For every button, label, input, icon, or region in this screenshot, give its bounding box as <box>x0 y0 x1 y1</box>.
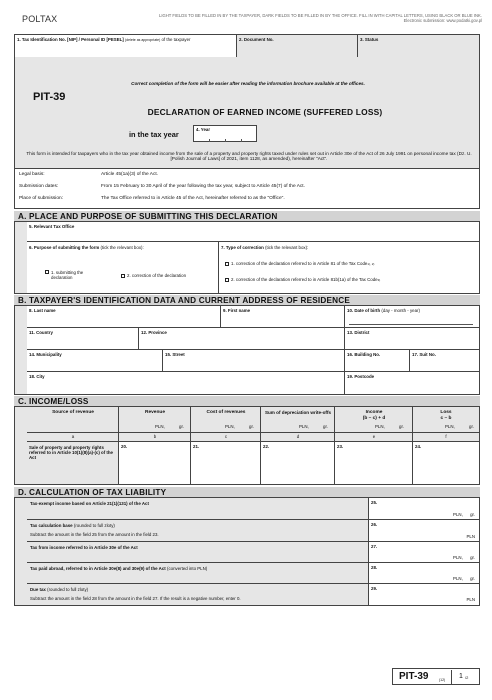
letter-c <box>191 433 261 442</box>
col-income-gr: gr. <box>399 424 404 429</box>
field-1-note: (delete as appropriate) <box>125 38 161 42</box>
field-17-label: 17. Suit No. <box>412 352 436 357</box>
field-25-no: 25. <box>371 500 378 505</box>
field-26-no: 26. <box>371 522 378 527</box>
dob-segments <box>349 321 473 325</box>
field-29-no: 29. <box>371 586 378 591</box>
field-26-tax-base[interactable] <box>369 520 479 542</box>
letter-b <box>119 433 191 442</box>
field-26-unit: PLN <box>466 534 475 539</box>
purpose-1-label: 1. submitting the declaration <box>51 270 84 280</box>
letter-b-text: b <box>153 434 157 439</box>
field-24-label: 24. <box>415 444 422 449</box>
field-11-label: 11. Country <box>29 330 53 335</box>
correction-2-sup: 3) <box>377 277 381 282</box>
field-14-label: 14. Municipality <box>29 352 62 357</box>
field-17-suit-no[interactable] <box>410 350 479 372</box>
field-3-status <box>358 35 479 57</box>
correction-option-2[interactable] <box>225 277 380 282</box>
header-instructions <box>80 13 482 23</box>
purpose-option-1[interactable] <box>45 270 105 280</box>
year-tick <box>225 139 226 142</box>
field-1-label: 1. Tax Identification No. [NIP] / Personal ID [PESEL] <box>17 37 124 42</box>
correction-2-checkbox[interactable] <box>225 278 229 282</box>
row-29-sub: Subtract the amount in the field 28 from the amount in the field 27. If the result is a negative number, enter 0. <box>30 596 241 601</box>
title-block <box>14 57 480 169</box>
field-14-municipality[interactable] <box>27 350 163 372</box>
col-depreciation-gr: gr. <box>323 424 328 429</box>
section-a-body <box>14 222 480 294</box>
field-15-label: 15. Street <box>165 352 185 357</box>
col-income-header <box>335 407 413 433</box>
row-25-label-cell <box>27 498 369 520</box>
row-26-note: (rounded to full zloty) <box>73 523 115 528</box>
field-21-label: 21. <box>193 444 200 449</box>
field-12-province[interactable] <box>139 328 345 350</box>
place-submission-label: Place of submission: <box>19 196 63 201</box>
field-6-note: (tick the relevant box): <box>100 245 144 250</box>
row-28-label: Tax paid abroad, referred to in Article 30e(8) and 30e(9) of the Act <box>30 566 166 571</box>
letter-e <box>335 433 413 442</box>
field-23-income[interactable] <box>335 442 413 484</box>
field-15-street[interactable] <box>163 350 345 372</box>
field-28-no: 28. <box>371 565 378 570</box>
footer-form-code: PIT-39 <box>399 671 429 682</box>
field-8-label: 8. Last name <box>29 308 56 313</box>
section-c-title: C. INCOME/LOSS <box>14 396 480 407</box>
letter-a <box>27 433 119 442</box>
footer-page: 1 <box>459 673 463 680</box>
row-27-label: Tax from income referred to in Article 30e of the Act <box>30 545 138 550</box>
row-28-note: (converted into PLN) <box>166 566 208 571</box>
submission-dates-value: From 15 February to 30 April of the year following the tax year, subject to Article 45(7) of the Act. <box>101 184 305 189</box>
row-29-note: (rounded to full zloty) <box>47 587 89 592</box>
row-29-label-cell <box>27 584 369 605</box>
field-13-district[interactable] <box>345 328 479 350</box>
letter-d <box>261 433 335 442</box>
legal-block <box>14 169 480 209</box>
field-10-label: 10. Date of birth <box>347 308 381 313</box>
col-costs-header <box>191 407 261 433</box>
purpose-2-label: 2. correction of the declaration <box>127 273 187 278</box>
field-24-loss[interactable] <box>413 442 479 484</box>
col-costs-gr: gr. <box>249 424 254 429</box>
field-12-label: 12. Province <box>141 330 167 335</box>
col-revenue-header <box>119 407 191 433</box>
intro-text: This form is intended for taxpayers who in the tax year obtained income from the sale of a property and property rights taxed under rules set out in Article 30e of the Act of 26 July 1991 on personal income tax (Dz. U. [Polish Journal of Laws] of 2021, item 1128, as amended), hereinafter "Act". <box>26 151 472 162</box>
completion-notice: Correct completion of the form will be easier after reading the information brochure available at the offices. <box>131 81 365 86</box>
letter-a-text: a <box>71 434 75 439</box>
field-20-label: 20. <box>121 444 128 449</box>
section-a-title: A. PLACE AND PURPOSE OF SUBMITTING THIS DECLARATION <box>14 211 480 222</box>
col-loss-header <box>413 407 479 433</box>
form-title: DECLARATION OF EARNED INCOME (SUFFERED LOSS) <box>147 107 383 117</box>
field-9-label: 9. First name <box>223 308 251 313</box>
correction-1-checkbox[interactable] <box>225 262 229 266</box>
field-3-label: 3. Status <box>360 37 379 42</box>
field-19-postcode[interactable] <box>345 372 479 394</box>
field-20-revenue[interactable] <box>119 442 191 484</box>
field-2-label: 2. Document No. <box>239 37 274 42</box>
section-d-body <box>14 498 480 606</box>
field-27-unit: PLN, gr. <box>453 555 475 560</box>
purpose-option-2[interactable] <box>121 273 186 278</box>
field-1-taxpayer-id[interactable] <box>15 35 237 57</box>
letter-d-text: d <box>296 434 300 439</box>
letter-f-text: f <box>445 434 447 439</box>
field-16-label: 16. Building No. <box>347 352 381 357</box>
col-depreciation-pln: PLN, <box>299 424 309 429</box>
place-submission-value: The Tax Office referred to in Article 45 of the Act, hereinafter referred to as the "Office". <box>101 196 285 201</box>
field-23-label: 23. <box>337 444 344 449</box>
field-7-label: 7. Type of correction <box>221 245 264 250</box>
col-depreciation-header <box>261 407 335 433</box>
field-8-last-name[interactable] <box>27 306 221 328</box>
letter-f <box>413 433 479 442</box>
field-22-label: 22. <box>263 444 270 449</box>
fill-instructions: LIGHT FIELDS TO BE FILLED IN BY THE TAXPAYER, DARK FIELDS TO BE FILLED IN BY THE OFFICE. FILL IN WITH CAPITAL LETTERS, USING BLACK OR BLUE INK. <box>159 13 482 18</box>
section-c-body <box>14 407 480 485</box>
col-depreciation-label: Sum of depreciation write-offs <box>264 410 332 415</box>
col-loss-gr: gr. <box>469 424 474 429</box>
field-6-label: 6. Purpose of submitting the form <box>29 245 100 250</box>
row-29-label: Due tax <box>30 587 46 592</box>
col-income-formula: (b – c) + d <box>362 416 386 421</box>
field-16-building-no[interactable] <box>345 350 410 372</box>
year-tick <box>209 139 210 142</box>
col-loss-label: Loss <box>440 410 452 415</box>
field-27-no: 27. <box>371 544 378 549</box>
field-25-unit: PLN, gr. <box>453 512 475 517</box>
field-29-unit: PLN <box>466 597 475 602</box>
field-28-unit: PLN, gr. <box>453 576 475 581</box>
field-9-first-name[interactable] <box>221 306 345 328</box>
col-source-header <box>27 407 119 433</box>
footer-divider <box>451 670 452 684</box>
electronic-submission: Electronic submission: www.podatki.gov.pl <box>403 18 482 24</box>
letter-c-text: c <box>224 434 228 439</box>
col-revenue-pln: PLN, <box>155 424 165 429</box>
col-loss-pln: PLN, <box>445 424 455 429</box>
row-source-text: Sale of property and property rights referred to in Article 10(1)(8)(a)-(c) of the Act <box>29 445 114 461</box>
submission-dates-label: Submission dates: <box>19 184 59 189</box>
field-29-due-tax[interactable] <box>369 584 479 605</box>
col-loss-formula: c – b <box>440 416 452 421</box>
form-code: PIT-39 <box>33 91 66 103</box>
field-18-label: 18. City <box>29 374 45 379</box>
field-4-label: 4. Year <box>196 127 211 132</box>
correction-1-label: 1. correction of the declaration referred to in Article 81 of the Tax Code <box>231 261 368 266</box>
field-19-label: 19. Postcode <box>347 374 375 379</box>
field-22-depreciation[interactable] <box>261 442 335 484</box>
row-source-label <box>27 442 119 484</box>
field-1-suffix: of the taxpayer <box>161 37 191 42</box>
field-7-note: (tick the relevant box): <box>265 245 309 250</box>
field-25-exempt-income[interactable] <box>369 498 479 520</box>
field-7-correction-type <box>219 242 479 293</box>
col-costs-label: Cost of revenues <box>206 410 246 415</box>
row-26-label-cell <box>27 520 369 542</box>
field-18-city[interactable] <box>27 372 345 394</box>
field-2-document-no <box>237 35 358 57</box>
in-tax-year-label: in the tax year <box>129 130 179 139</box>
purpose-2-checkbox[interactable] <box>121 274 125 278</box>
row-27-label-cell <box>27 542 369 563</box>
field-10-note: (day - month - year) <box>381 308 420 313</box>
col-income-label: Income <box>365 410 383 415</box>
footer-form-version: (12) <box>439 678 446 682</box>
field-10-date-of-birth[interactable] <box>345 306 479 328</box>
field-5-tax-office[interactable] <box>27 222 479 242</box>
footer-page-total: /2 <box>465 675 469 680</box>
row-26-label: Tax calculation base <box>30 523 73 528</box>
field-21-costs[interactable] <box>191 442 261 484</box>
field-27-tax[interactable] <box>369 542 479 563</box>
col-revenue-label: Revenue <box>145 410 165 415</box>
col-income-pln: PLN, <box>375 424 385 429</box>
legal-basis-value: Article 45(1a)(3) of the Act. <box>101 172 159 177</box>
col-source-label: Source of revenue <box>52 410 94 415</box>
field-6-purpose <box>27 242 219 293</box>
row-25-label: Tax-exempt income based on Article 21(1)(131) of the Act <box>30 501 149 506</box>
row-28-label-cell <box>27 563 369 584</box>
correction-2-label: 2. correction of the declaration referred to in Article 81b(1a) of the Tax Code <box>231 277 378 282</box>
field-5-label: 5. Relevant Tax Office <box>29 224 75 229</box>
col-revenue-gr: gr. <box>179 424 184 429</box>
field-4-year[interactable] <box>193 125 257 142</box>
purpose-1-checkbox[interactable] <box>45 270 49 274</box>
field-13-label: 13. District <box>347 330 370 335</box>
legal-basis-label: Legal basis: <box>19 172 45 177</box>
letter-e-text: e <box>372 434 376 439</box>
year-tick <box>241 139 242 142</box>
footer-form-id <box>392 668 480 685</box>
brand-label: POLTAX <box>22 14 58 24</box>
section-d-title: D. CALCULATION OF TAX LIABILITY <box>14 487 480 498</box>
field-11-country[interactable] <box>27 328 139 350</box>
section-b-title: B. TAXPAYER'S IDENTIFICATION DATA AND CURRENT ADDRESS OF RESIDENCE <box>14 295 480 306</box>
correction-option-1[interactable] <box>225 261 374 266</box>
correction-1-sup: 1), 2) <box>367 261 375 266</box>
top-fields <box>14 34 480 58</box>
row-26-sub: Subtract the amount in the field 25 from the amount in the field 23. <box>30 532 159 537</box>
field-28-foreign-tax[interactable] <box>369 563 479 584</box>
section-b-body <box>14 306 480 395</box>
col-costs-pln: PLN, <box>225 424 235 429</box>
